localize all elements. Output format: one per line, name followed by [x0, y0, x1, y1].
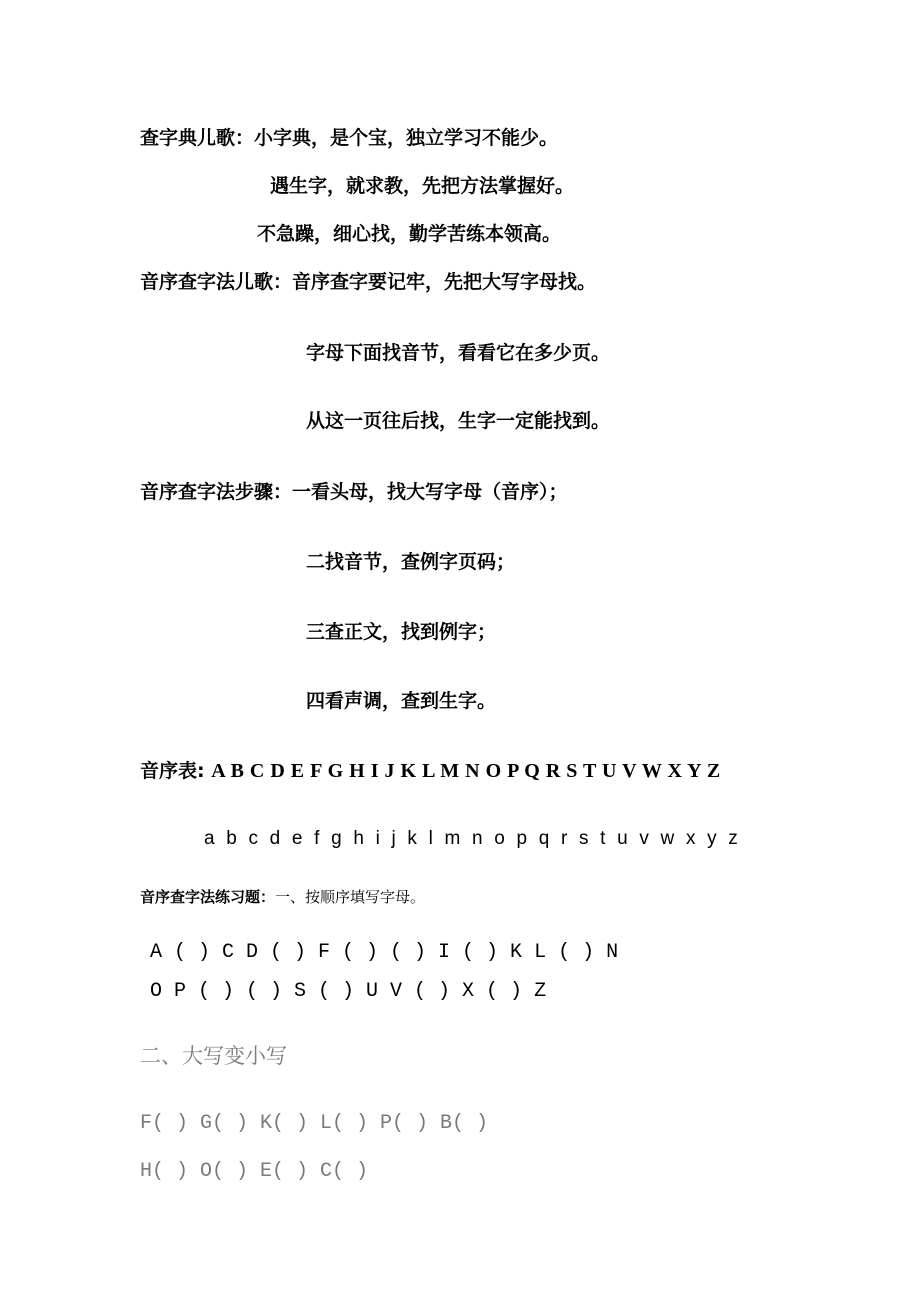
dictionary-rhyme-text-1: 小字典，是个宝，独立学习不能少。	[254, 127, 559, 149]
phonetic-rhyme-line-3: 从这一页往后找，生字一定能找到。	[306, 410, 611, 432]
exercise2-title: 二、大写变小写	[140, 1044, 287, 1068]
phonetic-rhyme-text-1: 音序查字要记牢，先把大写字母找。	[292, 271, 597, 293]
alphabet-uppercase: A B C D E F G H I J K L M N O P Q R S T U V W X Y Z	[211, 760, 721, 782]
exercise1-instruction: 一、按顺序填写字母。	[275, 888, 426, 906]
exercise2-row-1: F( ) G( ) K( ) L( ) P( ) B( )	[140, 1112, 489, 1135]
phonetic-rhyme-line-1	[140, 267, 596, 294]
dictionary-rhyme-line-2: 遇生字，就求教，先把方法掌握好。	[270, 175, 575, 197]
dictionary-rhyme-line-3: 不急躁，细心找，勤学苦练本领高。	[257, 223, 562, 245]
steps-label: 音序查字法步骤：	[140, 481, 293, 503]
step-4: 四看声调，查到生字。	[306, 690, 497, 712]
exercise1-label: 音序查字法练习题：	[140, 888, 276, 906]
alphabet-label: 音序表:	[140, 760, 205, 782]
alphabet-uppercase-line	[140, 756, 721, 783]
phonetic-rhyme-label: 音序查字法儿歌：	[140, 271, 293, 293]
exercise1-row-1: A ( ) C D ( ) F ( ) ( ) I ( ) K L ( ) N	[150, 941, 619, 964]
step-3: 三查正文，找到例字；	[306, 621, 497, 643]
exercise1-heading	[140, 886, 425, 907]
steps-line-1	[140, 477, 568, 504]
exercise1-row-2: O P ( ) ( ) S ( ) U V ( ) X ( ) Z	[150, 980, 547, 1003]
dictionary-rhyme-label: 查字典儿歌：	[140, 127, 255, 149]
phonetic-rhyme-line-2: 字母下面找音节，看看它在多少页。	[306, 342, 611, 364]
step-2: 二找音节，查例字页码；	[306, 551, 516, 573]
alphabet-lowercase: a b c d e f g h i j k l m n o p q r s t u v w x y z	[204, 828, 742, 849]
exercise2-row-2: H( ) O( ) E( ) C( )	[140, 1160, 369, 1183]
step-1: 一看头母，找大写字母（音序）；	[292, 481, 568, 503]
dictionary-rhyme-line-1	[140, 123, 558, 150]
